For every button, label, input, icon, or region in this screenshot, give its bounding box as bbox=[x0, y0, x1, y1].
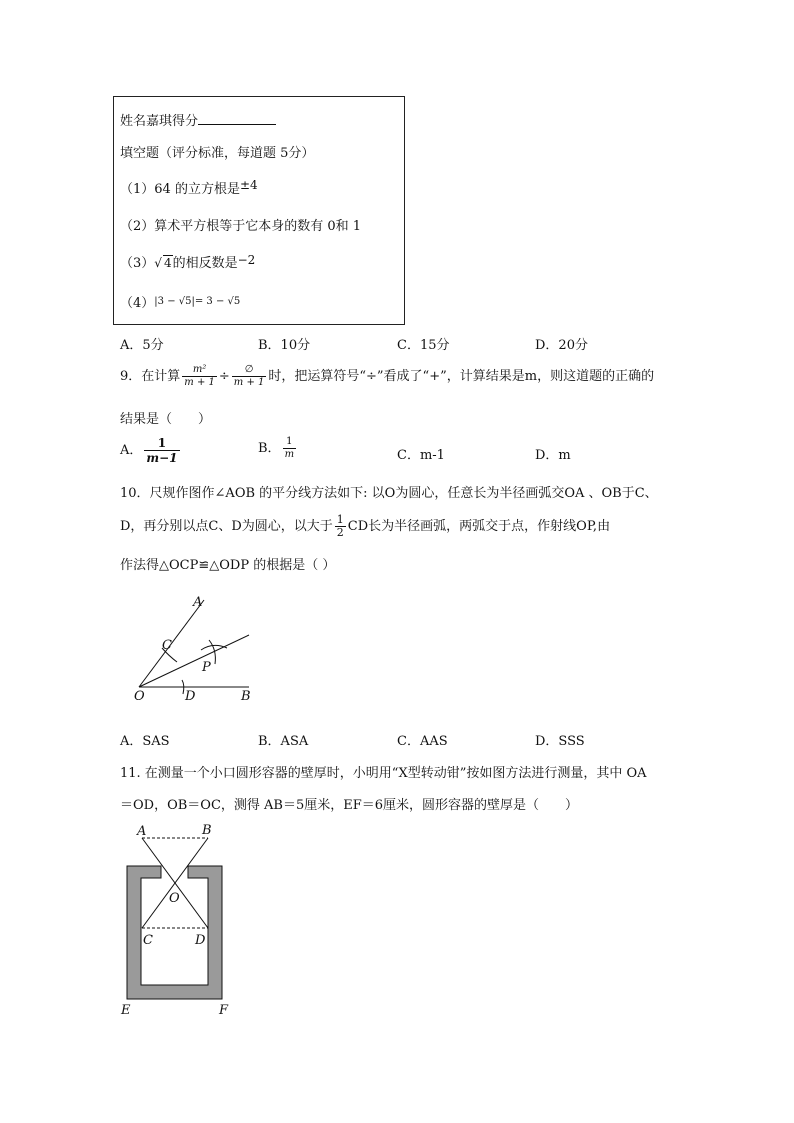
q9-option-b[interactable]: B． $\frac{1}{m}$ bbox=[258, 436, 295, 460]
q10-option-a[interactable]: A．SAS bbox=[120, 734, 170, 749]
label-o: O bbox=[169, 891, 180, 906]
label-a: A bbox=[137, 824, 147, 839]
q8-option-d[interactable]: D．20分 bbox=[535, 338, 588, 353]
label-c: C bbox=[162, 638, 172, 653]
label-b: B bbox=[202, 823, 212, 838]
label-d: D bbox=[185, 689, 196, 704]
q11-stem-line1: 11. 在测量一个小口圆形容器的壁厚时，小明用“X型转动钳”按如图方法进行测量，其中 OA bbox=[120, 766, 647, 781]
name-score-line: 姓名嘉琪得分 bbox=[120, 110, 276, 129]
container-figure bbox=[115, 820, 240, 1020]
q8-option-b[interactable]: B．10分 bbox=[258, 338, 311, 353]
answer-item-3: （3）√ 4的相反数是−2 bbox=[120, 253, 256, 271]
q9-fraction-1: $\frac{\text{m²}}{m + 1}$ bbox=[184, 364, 215, 388]
label-e: E bbox=[121, 1003, 131, 1018]
answer-item-1: （1）64 的立方根是±4 bbox=[120, 178, 258, 197]
label-f: F bbox=[219, 1003, 229, 1018]
q9-option-d[interactable]: D．m bbox=[535, 448, 571, 463]
q10-option-c[interactable]: C．AAS bbox=[397, 734, 448, 749]
container-wall bbox=[127, 866, 222, 999]
score-blank[interactable] bbox=[198, 112, 276, 125]
q10-stem-line1: 10．尺规作图作∠AOB 的平分线方法如下: 以O为圆心，任意长为半径画弧交OA 、OB于C、 bbox=[120, 486, 658, 501]
q9-stem: 9．在计算 $\frac{\text{m²}}{m + 1}$ ÷ $\frac{\emptyset}{m + 1}$ 时，把运算符号“÷”看成了“+”，计算结果是m，则这道题的正确的 bbox=[120, 364, 655, 388]
q8-option-a[interactable]: A．5分 bbox=[120, 338, 164, 353]
label-b: B bbox=[241, 689, 251, 704]
q10-option-d[interactable]: D．SSS bbox=[535, 734, 585, 749]
q10-option-b[interactable]: B．ASA bbox=[258, 734, 309, 749]
answer-box bbox=[113, 96, 405, 325]
ray-op bbox=[139, 635, 249, 687]
q9-fraction-2: $\frac{\emptyset}{m + 1}$ bbox=[233, 364, 265, 388]
q9-option-c[interactable]: C．m-1 bbox=[397, 448, 445, 463]
label-p: P bbox=[202, 660, 211, 675]
q10-stem-line3: 作法得△OCP≌△ODP 的根据是（ ） bbox=[120, 558, 336, 573]
q9-option-a[interactable]: A． $\frac{1}{m-1}$ bbox=[120, 436, 178, 465]
fill-blank-header: 填空题（评分标准，每道题 5分） bbox=[120, 146, 315, 161]
q11-stem-line2: ＝OD，OB＝OC，测得 AB＝5厘米，EF＝6厘米，圆形容器的壁厚是（ ） bbox=[120, 798, 579, 813]
label-a: A bbox=[193, 595, 203, 610]
q10-stem-line2: D，再分别以点C、D为圆心，以大于 $\frac{1}{2}$ CD长为半径画弧，两弧交于点，作射线OP,由 bbox=[120, 513, 611, 539]
label-c: C bbox=[143, 933, 153, 948]
label-o: O bbox=[134, 689, 145, 704]
label-d: D bbox=[195, 933, 206, 948]
q8-option-c[interactable]: C．15分 bbox=[397, 338, 450, 353]
answer-item-4: $(4)^{|3 - √5|= 3 - √5}$ bbox=[120, 296, 241, 311]
angle-bisector-figure bbox=[125, 590, 260, 705]
q9-stem-line2: 结果是（ ） bbox=[120, 412, 212, 427]
answer-item-2: （2）算术平方根等于它本身的数有 0和 1 bbox=[120, 219, 362, 234]
